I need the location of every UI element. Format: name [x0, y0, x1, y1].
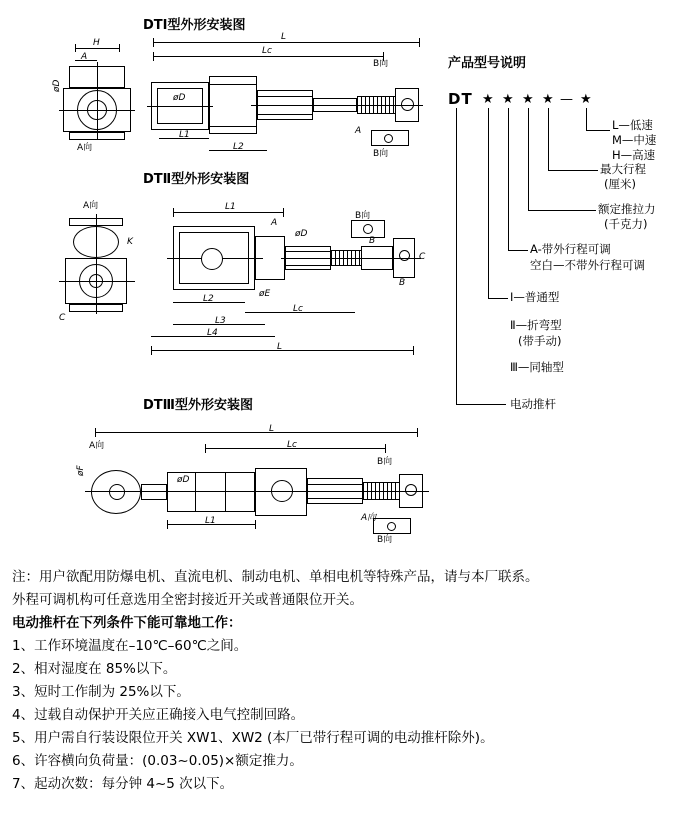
- dim-label-J: C: [59, 313, 66, 323]
- model-code-block: [440, 52, 676, 432]
- dim-label-Lc: Lc: [262, 46, 272, 56]
- legend-type-3: Ⅲ—同轴型: [510, 360, 564, 374]
- tube-line: [285, 265, 331, 266]
- leader-line: [488, 108, 489, 298]
- legend-product-name: 电动推杆: [510, 397, 556, 411]
- view-label-B: B向: [373, 59, 389, 69]
- tube-line: [257, 114, 313, 115]
- condition-4: 4、过载自动保护开关应正确接入电气控制回路。: [12, 707, 305, 723]
- legend-type-2: Ⅱ—折弯型: [510, 318, 562, 332]
- dim-label-L3: L3: [215, 316, 226, 326]
- detail-line: [209, 84, 257, 85]
- dim-label-phiF: øF: [76, 465, 86, 476]
- dim-label-phiD: øD: [177, 475, 190, 485]
- model-code-title: 产品型号说明: [448, 56, 527, 71]
- leader-line: [456, 404, 506, 405]
- leader-line: [586, 130, 610, 131]
- left-view-foot: [69, 304, 123, 312]
- view-label-A: A向: [89, 441, 105, 451]
- dim-tick: [153, 38, 154, 47]
- legend-mid-speed: M—中速: [612, 133, 657, 147]
- model-code-prefix: DT: [448, 90, 473, 108]
- figure-title-dt3: DTⅢ型外形安装图: [143, 398, 253, 413]
- notes-section: [12, 566, 672, 796]
- view-label-B2: B向: [373, 149, 389, 159]
- model-code-star-5: ★: [580, 92, 592, 107]
- dim-tick: [75, 44, 76, 52]
- tube-line: [307, 484, 363, 485]
- centerline-v: [97, 62, 98, 140]
- body-line: [195, 472, 196, 512]
- leader-line: [548, 170, 598, 171]
- dim-tick: [205, 444, 206, 453]
- figure-dt2: [55, 190, 445, 370]
- b-view-hole: [384, 134, 393, 143]
- centerline-v: [96, 214, 97, 314]
- leader-line: [508, 250, 528, 251]
- detail-line: [209, 126, 257, 127]
- dim-label-L4: L4: [207, 328, 218, 338]
- dim-tick: [417, 428, 418, 437]
- condition-5: 5、用户需自行装设限位开关 XW1、XW2 (本厂已带行程可调的电动推杆除外)。: [12, 730, 494, 746]
- leader-line: [528, 108, 529, 210]
- condition-3: 3、短时工作制为 25%以下。: [12, 684, 190, 700]
- legend-with-adjust: A-带外行程可调: [530, 242, 611, 256]
- model-code-star-2: ★: [502, 92, 514, 107]
- model-code-star-4: ★: [542, 92, 554, 107]
- dim-tick: [151, 346, 152, 355]
- dim-tick: [413, 346, 414, 355]
- leader-line: [586, 108, 587, 130]
- b-view-hole: [363, 224, 373, 234]
- tube-line: [257, 96, 313, 97]
- view-label-A: A向: [77, 143, 93, 153]
- dim-label-phi: øD: [295, 229, 308, 239]
- note-main-label: 注：: [12, 569, 39, 585]
- dim-tick: [167, 520, 168, 529]
- dim-label-B2: B: [399, 278, 406, 288]
- dim-label-B: B: [369, 236, 376, 246]
- body-line: [225, 472, 226, 512]
- leader-line: [548, 108, 549, 170]
- dim-label-A2: A: [355, 126, 362, 136]
- dim-label-phiD: øD: [52, 79, 62, 92]
- note-sub: 外程可调机构可任意选用全密封接近开关或普通限位开关。: [12, 592, 363, 608]
- legend-rated-force: 额定推拉力: [598, 202, 656, 216]
- condition-1: 1、工作环境温度在–10℃–60℃之间。: [12, 638, 248, 654]
- dim-tick: [153, 52, 154, 61]
- centerline-body: [147, 106, 213, 107]
- legend-max-stroke: 最大行程: [600, 162, 646, 176]
- conditions-title: 电动推杆在下列条件下能可靠地工作：: [12, 615, 242, 631]
- dim-label-L1: L1: [205, 516, 216, 526]
- dim-tick: [173, 208, 174, 217]
- note-main-row: [12, 566, 672, 589]
- centerline-rod: [251, 105, 423, 106]
- legend-low-speed: L—低速: [612, 118, 653, 132]
- dim-label-L: L: [281, 32, 287, 42]
- b-view-hole: [387, 522, 396, 531]
- dim-line-L: [95, 432, 417, 433]
- dim-line-H: [75, 48, 119, 49]
- clevis-hole: [405, 484, 417, 496]
- dim-tick: [283, 208, 284, 217]
- leader-line: [456, 108, 457, 404]
- condition-6: 6、许容横向负荷量：(0.03~0.05)×额定推力。: [12, 753, 303, 769]
- centerline-h: [59, 281, 135, 282]
- dim-label-C: C: [419, 252, 426, 262]
- dim-label-K: K: [127, 237, 133, 247]
- dim-label-L: L: [269, 424, 275, 434]
- dim-tick: [95, 428, 96, 437]
- leader-line: [528, 210, 596, 211]
- dim-label-L2: L2: [203, 294, 214, 304]
- dim-line-Lc: [153, 56, 383, 57]
- dim-tick: [255, 520, 256, 529]
- figure-title-dt2: DTⅡ型外形安装图: [143, 172, 250, 187]
- tube-line: [285, 251, 331, 252]
- dim-label-L1: L1: [179, 130, 190, 140]
- view-label-B: B向: [355, 211, 371, 221]
- leader-line: [488, 298, 508, 299]
- legend-high-speed: H—高速: [612, 148, 656, 162]
- legend-rated-force-unit: (千克力): [604, 217, 648, 231]
- dim-tick: [419, 38, 420, 47]
- dim-label-A: A: [81, 52, 88, 62]
- legend-type-2-sub: (带手动): [518, 334, 562, 348]
- ball-joint-hole: [109, 484, 125, 500]
- housing-bore: [201, 248, 223, 270]
- figure-dt3: [55, 414, 445, 554]
- dim-label-L: L: [277, 342, 283, 352]
- dim-label-phiD2: øD: [173, 93, 186, 103]
- clevis-hole: [399, 250, 410, 261]
- dim-label-phiE: øE: [259, 289, 271, 299]
- dim-tick: [385, 444, 386, 453]
- note-main-text: 用户欲配用防爆电机、直流电机、制动电机、单相电机等特殊产品，请与本厂联系。: [39, 569, 539, 585]
- dim-tick: [119, 44, 120, 52]
- condition-7: 7、起动次数：每分钟 4~5 次以下。: [12, 776, 234, 792]
- model-code-dash: —: [560, 92, 573, 107]
- dim-line-L: [153, 42, 419, 43]
- dim-line-L1: [173, 212, 283, 213]
- view-label-B: B向: [377, 457, 393, 467]
- flange-bottom: [69, 132, 125, 140]
- tube-line: [307, 498, 363, 499]
- joint-stem: [141, 484, 167, 500]
- leader-line: [508, 108, 509, 250]
- view-label-A: A向: [83, 201, 99, 211]
- centerline-rod: [85, 491, 429, 492]
- dim-label-Lc: Lc: [293, 304, 303, 314]
- condition-2: 2、相对湿度在 85%以下。: [12, 661, 177, 677]
- legend-max-stroke-unit: (厘米): [604, 177, 636, 191]
- dim-label-L2: L2: [233, 142, 244, 152]
- dim-label-L1: L1: [225, 202, 236, 212]
- dim-label-H: H: [93, 38, 100, 48]
- figure-title-dt1: DTⅠ型外形安装图: [143, 18, 246, 33]
- dim-label-A: A向: [361, 513, 377, 523]
- centerline-rod: [281, 258, 421, 259]
- legend-without-adjust: 空白—不带外行程可调: [530, 258, 645, 272]
- model-code-star-3: ★: [522, 92, 534, 107]
- legend-type-1: Ⅰ—普通型: [510, 290, 560, 304]
- view-label-B2: B向: [377, 535, 393, 545]
- model-code-star-1: ★: [482, 92, 494, 107]
- dim-label-Lc: Lc: [287, 440, 297, 450]
- dim-label-A2: A: [271, 218, 278, 228]
- figure-dt1: [52, 32, 440, 164]
